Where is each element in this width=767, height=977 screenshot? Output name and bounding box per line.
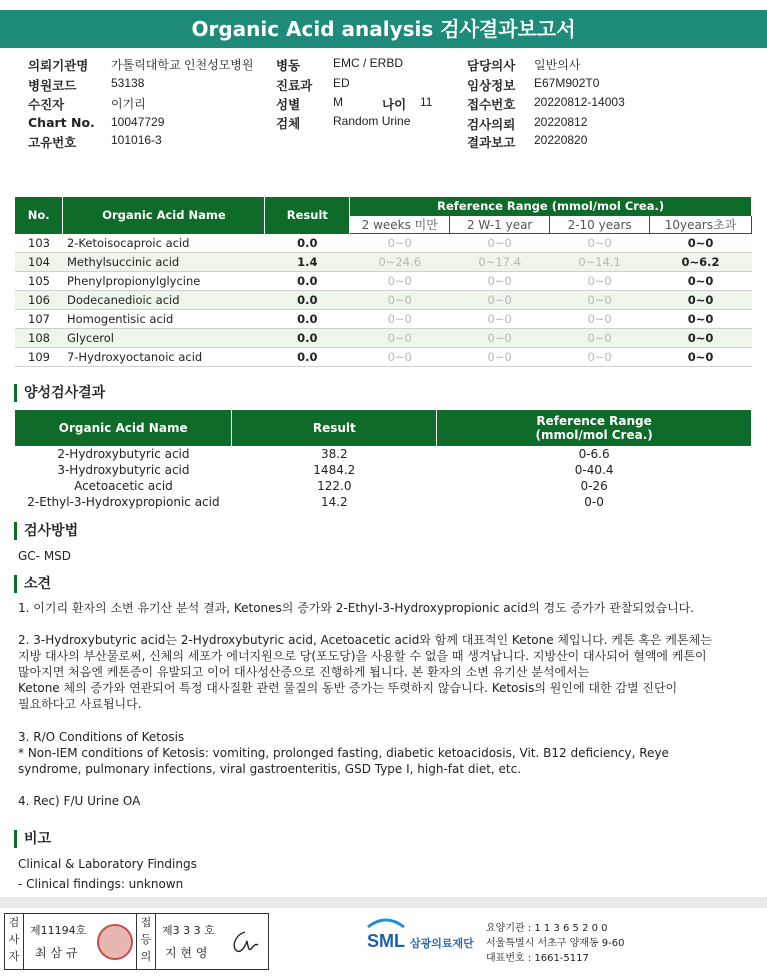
cell-range: 0-26 [580,479,608,493]
table-row [15,310,752,329]
cell-range: 0~0 [550,272,650,291]
cell-result: 0.0 [265,348,350,367]
cell-range: 0~14.1 [550,253,650,272]
label: Chart No. [28,115,95,130]
cell-range: 0~0 [350,234,450,253]
cell-range: 0~0 [450,291,550,310]
cell-result: 0.0 [265,329,350,348]
table-row [15,272,752,291]
findings-p3-title: 3. R/O Conditions of Ketosis [18,730,185,744]
table-row [15,478,752,494]
cell-name: Acetoacetic acid [74,479,173,493]
cell-range: 0-6.6 [578,447,610,461]
footer-divider [0,897,767,908]
findings-p2 [18,632,712,712]
cell-range: 0~0 [650,310,752,329]
cell-name: 3-Hydroxybutyric acid [57,463,190,477]
value: 20220812 [534,115,588,129]
cell-name: 2-Ethyl-3-Hydroxypropionic acid [27,495,220,509]
value: 가톨릭대학교 인천성모병원 [111,58,254,72]
svg-text:SML: SML [367,931,405,951]
label: 결과보고 [467,135,516,150]
cell-range: 0~0 [550,348,650,367]
findings-p2-line: 2. 3-Hydroxybutyric acid는 2-Hydroxybutyric acid, Acetoacetic acid와 함께 대표적인 Ketone 체입니다. 케톤 혹은 케톤체는 [18,633,712,647]
cell-result: 1.4 [265,253,350,272]
col-no: No. [15,197,63,234]
cell-range: 0~24.6 [350,253,450,272]
cell-range: 0~0 [550,291,650,310]
cell-range: 0~0 [450,272,550,291]
cell-range: 0~0 [450,310,550,329]
cell-range: 0~0 [350,348,450,367]
cell-range: 0~0 [550,329,650,348]
value: EMC / ERBD [333,56,404,70]
remarks-line2: - Clinical findings: unknown [18,877,184,891]
value: 53138 [111,76,145,90]
value: 20220812-14003 [534,95,625,109]
cell-range: 0~0 [550,234,650,253]
table-row [15,253,752,272]
cell-no: 105 [15,272,63,291]
org-info-line: 요양기관 : 1 1 3 6 5 2 0 0 [486,923,608,934]
subcol-2weeks: 2 weeks 미만 [350,216,450,234]
cell-no: 103 [15,234,63,253]
table-row [15,462,752,478]
cell-range: 0~0 [350,291,450,310]
cell-name: Phenylpropionylglycine [63,272,265,291]
value: 10047729 [111,115,165,129]
org-info [486,921,625,966]
cell-range: 0-40.4 [574,463,614,477]
cell-range: 0~0 [350,272,450,291]
subcol-10y-plus: 10years초과 [650,216,752,234]
examiner-license: 제11194호 [30,924,87,937]
report-title: Organic Acid analysis 검사결과보고서 [0,10,767,48]
cell-name: Methylsuccinic acid [63,253,265,272]
findings-p3-line: * Non-IEM conditions of Ketosis: vomiting, prolonged fasting, diabetic ketoacidosis, Vit. B12 deficiency, Reye [18,746,669,760]
cell-result: 0.0 [265,291,350,310]
findings-p3-line: syndrome, pulmonary infections, viral gastroenteritis, GSD Type I, high-fat diet, etc. [18,762,522,776]
col-result: Result [265,197,350,234]
label: 병원코드 [28,78,77,93]
range-line1: Reference Range [536,414,652,428]
signature-box [4,913,269,970]
sml-logo [364,917,408,955]
table-row [15,291,752,310]
method-heading: 검사방법 [14,522,78,540]
cell-name: 2-Ketoisocaproic acid [63,234,265,253]
table-row [15,234,752,253]
approver-name: 지 현 영 [165,946,208,960]
cell-no: 109 [15,348,63,367]
table-row [15,348,752,367]
char: 검 [8,916,20,929]
cell-name: Glycerol [63,329,265,348]
cell-result: 0.0 [265,272,350,291]
cell-range: 0~0 [650,291,752,310]
age-value: 11 [420,95,433,109]
positive-results-table [15,410,752,510]
label: 병동 [276,58,301,73]
col-name: Organic Acid Name [63,197,265,234]
cell-name: 7-Hydroxyoctanoic acid [63,348,265,367]
signature-icon [227,929,261,955]
char: 접 [140,916,152,929]
findings-heading: 소견 [14,575,51,593]
cell-range: 0-0 [584,495,604,509]
label: 진료과 [276,78,313,93]
cell-range: 0~0 [550,310,650,329]
cell-no: 104 [15,253,63,272]
positive-heading: 양성검사결과 [14,384,105,402]
method-text: GC- MSD [18,549,72,563]
cell-no: 106 [15,291,63,310]
approver-license: 제3 3 3 호 [162,924,215,937]
org-info-line: 대표번호 : 1661-5117 [486,953,589,964]
cell-result: 38.2 [320,447,348,461]
findings-p4: 4. Rec) F/U Urine OA [18,794,141,808]
label: 담당의사 [467,58,516,73]
examiner-name: 최 삼 규 [35,946,78,960]
cell-range: 0~0 [650,234,752,253]
org-info-line: 서울특별시 서초구 양재동 9-60 [486,938,625,949]
col-result: Result [232,410,437,446]
findings-p1: 1. 이기리 환자의 소변 유기산 분석 결과, Ketones의 증가와 2-Ethyl-3-Hydroxypropionic acid의 경도 증가가 관찰되었습니다. [18,601,695,615]
label: 고유번호 [28,135,77,150]
cell-range: 0~0 [350,310,450,329]
seal-stamp-icon [97,924,133,960]
findings-p2-line: Ketone 체의 증가와 연관되어 특정 대사질환 관련 물질의 동반 증가는 뚜렷하지 않습니다. Ketosis의 원인에 대한 감별 진단이 [18,681,678,695]
value: Random Urine [333,114,411,128]
cell-range: 0~0 [650,272,752,291]
value: ED [333,76,350,90]
label: 접수번호 [467,97,516,112]
remarks-line1: Clinical & Laboratory Findings [18,857,197,871]
label: 성별 [276,97,301,112]
label: 검사의뢰 [467,117,516,132]
value: M [333,95,343,109]
age-label: 나이 [382,97,407,112]
value: 일반의사 [534,58,581,72]
col-range: Reference Range (mmol/mol Crea.) [350,197,752,216]
org-name: 삼광의료재단 [410,937,474,950]
findings-p2-line: 필요하다고 사료됩니다. [18,697,142,711]
value: E67M902T0 [534,76,600,90]
value: 101016-3 [111,133,162,147]
label: 의뢰기관명 [28,58,89,73]
cell-name: 2-Hydroxybutyric acid [57,447,190,461]
table-row [15,494,752,510]
cell-name: Dodecanedioic acid [63,291,265,310]
cell-range: 0~0 [350,329,450,348]
char: 등 [140,933,152,946]
range-line2: (mmol/mol Crea.) [535,428,653,442]
cell-result: 0.0 [265,310,350,329]
cell-range: 0~0 [450,329,550,348]
findings-p2-line: 많아지면 처음엔 케톤증이 유발되고 이어 대사성산증으로 진행하게 됩니다. 본 환자의 소변 유기산 분석에서는 [18,665,590,679]
label: 수진자 [28,97,65,112]
cell-no: 108 [15,329,63,348]
reference-range-table [15,197,752,367]
value: 이기리 [111,97,146,111]
label: 검체 [276,116,301,131]
cell-name: Homogentisic acid [63,310,265,329]
label: 임상정보 [467,78,516,93]
table-row [15,329,752,348]
table-row [15,446,752,462]
subcol-2w-1y: 2 W-1 year [450,216,550,234]
cell-range: 0~6.2 [650,253,752,272]
sml-logo-icon [364,917,408,951]
approver-label [136,914,156,969]
cell-result: 0.0 [265,234,350,253]
char: 의 [140,950,152,963]
cell-no: 107 [15,310,63,329]
value: 20220820 [534,133,588,147]
col-range [437,410,752,446]
findings-p3 [18,729,669,777]
cell-result: 14.2 [320,495,348,509]
cell-range: 0~0 [450,234,550,253]
cell-result: 122.0 [317,479,352,493]
cell-range: 0~0 [650,348,752,367]
col-name: Organic Acid Name [15,410,232,446]
cell-result: 1484.2 [313,463,356,477]
subcol-2-10y: 2-10 years [550,216,650,234]
char: 자 [8,950,20,963]
cell-range: 0~0 [650,329,752,348]
char: 사 [8,933,20,946]
cell-range: 0~0 [450,348,550,367]
cell-range: 0~17.4 [450,253,550,272]
remarks-heading: 비고 [14,830,51,848]
findings-p2-line: 지방 대사의 부산물로써, 신체의 세포가 에너지원으로 당(포도당)을 사용할 수 없을 때 생겨납니다. 지방산이 대사되어 혈액에 케톤이 [18,649,707,663]
examiner-label [5,914,24,969]
